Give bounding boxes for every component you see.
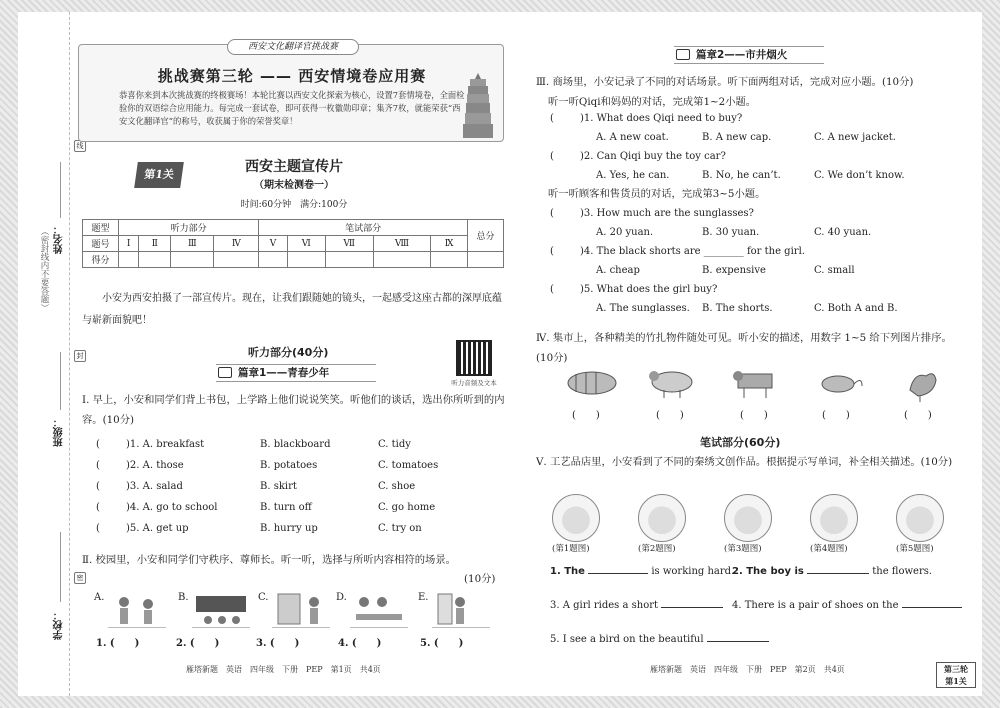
seal-mark-seal: 封 — [74, 350, 86, 362]
score-table — [82, 219, 504, 268]
paper-meta: 时间:60分钟 满分:100分 — [240, 200, 348, 210]
score-cell — [431, 252, 468, 268]
score-table-row-type — [83, 220, 504, 236]
name-line — [60, 162, 61, 218]
camera-icon — [218, 367, 232, 378]
q4-answer-4[interactable]: ( ) — [822, 410, 850, 421]
cell-numeral: Ⅸ — [431, 236, 468, 252]
q4-answer-1[interactable]: ( ) — [572, 410, 600, 421]
seal-mark-line: 线 — [74, 140, 86, 152]
left-page — [78, 38, 510, 688]
score-cell — [139, 252, 171, 268]
scene-c: C. — [272, 592, 330, 628]
score-cell — [214, 252, 259, 268]
q5-image-3 — [724, 494, 772, 542]
cell-numeral: Ⅶ — [325, 236, 373, 252]
paper-subtitle: （期末检测卷一） — [254, 180, 334, 191]
q5-image-4 — [810, 494, 858, 542]
cell-listening: 听力部分 — [119, 220, 259, 236]
chapter-2-title: 篇章2——市井烟火 — [696, 49, 788, 61]
q1-item: ( )2. A. those B. potatoes C. tomatoes — [96, 460, 439, 471]
cell-numeral: Ⅰ — [119, 236, 139, 252]
blank-input[interactable] — [807, 573, 869, 574]
q4-answer-3[interactable]: ( ) — [740, 410, 768, 421]
q3-options: A. cheap B. expensive C. small — [596, 265, 855, 276]
score-table-row-number — [83, 236, 504, 252]
footer-right: 雁塔新题 英语 四年级 下册 PEP 第2页 共4页 — [650, 665, 845, 674]
q2-answer-5[interactable]: 5. ( ) — [420, 638, 464, 649]
score-cell — [259, 252, 287, 268]
q5-image-5 — [896, 494, 944, 542]
scene-b: B. — [192, 592, 250, 628]
scene-d-image — [350, 592, 408, 628]
q2-answer-4[interactable]: 4. ( ) — [338, 638, 382, 649]
q5-caption-1: (第1题图) — [552, 544, 590, 554]
q5-sentence-2: 2. The boy is the flowers. — [732, 566, 933, 577]
class-label: 班级： — [54, 417, 65, 447]
scene-c-image — [272, 592, 330, 628]
banner-text: 恭喜你来到本次挑战赛的终极赛场！本轮比赛以西安文化探索为核心，设置7套情境卷，全面检验你的双语综合应用能力。每完成一套试卷，即可获得一枚徽勋印章；集齐7枚，就能荣获“西安文化翻译官”的称号，收获属于你的荣誉奖章！ — [119, 90, 465, 126]
chapter-1-title: 篇章1——青春少年 — [238, 367, 330, 379]
cell-writing: 笔试部分 — [259, 220, 468, 236]
class-line — [60, 352, 61, 410]
banner-title: 挑战赛第三轮 —— 西安情境卷应用赛 — [157, 67, 427, 85]
cow-lantern-image — [730, 368, 780, 398]
q5-sentence-4: 4. There is a pair of shoes on the — [732, 598, 962, 614]
blank-input[interactable] — [707, 641, 769, 642]
q3-options: A. A new coat. B. A new cap. C. A new jacket. — [596, 132, 896, 143]
q5-image-1 — [552, 494, 600, 542]
pig-lantern-image — [562, 368, 620, 398]
q5-title: Ⅴ. 工艺品店里，小安看到了不同的秦绣文创作品。根据提示写单词，补全相关描述。(10分) — [536, 456, 953, 468]
q3-question: ( )2. Can Qiqi buy the toy car? — [550, 151, 726, 162]
sheep-lantern-image — [646, 368, 696, 398]
cell-numeral: Ⅷ — [373, 236, 431, 252]
chapter-2-heading — [674, 46, 824, 64]
q3-question: ( )1. What does Qiqi need to buy? — [550, 113, 743, 124]
score-cell — [373, 252, 431, 268]
q2-answer-2[interactable]: 2. ( ) — [176, 638, 220, 649]
chapter-1-heading — [216, 364, 376, 382]
qr-code[interactable] — [456, 340, 492, 376]
score-cell — [119, 252, 139, 268]
scene-e: E. — [432, 592, 490, 628]
q1-item: ( )3. A. salad B. skirt C. shoe — [96, 481, 416, 492]
cell-type-label: 题型 — [83, 220, 119, 236]
right-page — [532, 38, 964, 688]
q5-sentence-3: 3. A girl rides a short — [550, 598, 723, 614]
cell-score-label: 得分 — [83, 252, 119, 268]
listening-header: 听力部分(40分) — [248, 346, 329, 359]
school-label: 学校： — [54, 610, 65, 640]
paper-title: 西安主题宣传片 — [245, 159, 343, 175]
pagoda-illustration — [459, 71, 497, 141]
q2-answer-3[interactable]: 3. ( ) — [256, 638, 300, 649]
score-cell — [468, 252, 504, 268]
cell-total: 总分 — [468, 220, 504, 252]
q3-sub2: 听一听顾客和售货员的对话，完成第3~5小题。 — [548, 188, 766, 200]
rooster-lantern-image — [904, 366, 940, 402]
q3-question: ( )4. The black shorts are ________ for the girl. — [550, 246, 805, 257]
q3-question: ( )5. What does the girl buy? — [550, 284, 718, 295]
q3-options: A. 20 yuan. B. 30 yuan. C. 40 yuan. — [596, 227, 872, 238]
banner-tag: 西安文化翻译官挑战赛 — [227, 39, 359, 55]
round-level-badge: 第三轮 第1关 — [936, 662, 976, 688]
q2-answer-1[interactable]: 1. ( ) — [96, 638, 140, 649]
q3-question: ( )3. How much are the sunglasses? — [550, 208, 754, 219]
q5-sentence-1: 1. The is working hard. — [550, 566, 735, 577]
blank-input[interactable] — [661, 607, 723, 608]
name-label: 姓名： — [54, 224, 65, 254]
cell-numeral: Ⅵ — [287, 236, 325, 252]
q3-options: A. The sunglasses. B. The shorts. C. Both A and B. — [596, 303, 898, 314]
cell-numeral: Ⅲ — [171, 236, 214, 252]
level-badge: 第1关 — [134, 162, 184, 188]
writing-header: 笔试部分(60分) — [700, 436, 781, 449]
challenge-banner — [78, 44, 504, 142]
qr-label: 听力音频及文本 — [451, 379, 497, 387]
score-cell — [171, 252, 214, 268]
q3-options: A. Yes, he can. B. No, he can’t. C. We don’t know. — [596, 170, 905, 181]
q1-item: ( )1. A. breakfast B. blackboard C. tidy — [96, 439, 411, 450]
q4-title: Ⅳ. 集市上，各种精美的竹扎物件随处可见。听小安的描述，用数字 1~5 给下列图片排序。(10分) — [536, 332, 952, 364]
q1-item: ( )4. A. go to school B. turn off C. go home — [96, 502, 436, 513]
scene-b-image — [192, 592, 250, 628]
q4-answer-2[interactable]: ( ) — [656, 410, 684, 421]
scene-a-image — [108, 592, 166, 628]
q5-image-2 — [638, 494, 686, 542]
school-line — [60, 532, 61, 602]
scene-e-image — [432, 592, 472, 628]
q3-sub1: 听一听Qiqi和妈妈的对话，完成第1~2小题。 — [548, 96, 757, 108]
footer-left: 雁塔新题 英语 四年级 下册 PEP 第1页 共4页 — [186, 665, 381, 674]
q1-item: ( )5. A. get up B. hurry up C. try on — [96, 523, 422, 534]
score-cell — [325, 252, 373, 268]
q3-title: Ⅲ. 商场里，小安记录了不同的对话场景。听下面两组对话，完成对应小题。(10分) — [536, 76, 914, 88]
q5-caption-2: (第2题图) — [638, 544, 676, 554]
q4-answer-5[interactable]: ( ) — [904, 410, 932, 421]
blank-input[interactable] — [588, 573, 648, 574]
camera-icon — [676, 49, 690, 60]
q5-caption-5: (第5题图) — [896, 544, 934, 554]
seal-line-note: （密封线内不要答题） — [39, 227, 49, 312]
score-cell — [287, 252, 325, 268]
cell-numeral: Ⅳ — [214, 236, 259, 252]
q5-sentence-5: 5. I see a bird on the beautiful — [550, 632, 769, 648]
score-table-row-score — [83, 252, 504, 268]
q2-score: (10分) — [464, 573, 496, 585]
scene-d: D. — [350, 592, 408, 628]
q2-title: Ⅱ. 校园里，小安和同学们守秩序、尊师长。听一听，选择与所听内容相符的场景。 — [82, 554, 456, 566]
q1-title: Ⅰ. 早上，小安和同学们背上书包，上学路上他们说说笑笑。听他们的谈话，选出你所听到的内容。(10分) — [82, 394, 505, 426]
cell-numeral: Ⅴ — [259, 236, 287, 252]
blank-input[interactable] — [902, 607, 962, 608]
q5-caption-4: (第4题图) — [810, 544, 848, 554]
binding-margin — [18, 12, 84, 696]
cell-numeral: Ⅱ — [139, 236, 171, 252]
scene-a: A. — [108, 592, 166, 628]
q5-caption-3: (第3题图) — [724, 544, 762, 554]
mouse-lantern-image — [814, 372, 864, 396]
seal-mark-secret: 密 — [74, 572, 86, 584]
cell-number-label: 题号 — [83, 236, 119, 252]
intro-paragraph: 小安为西安拍摄了一部宣传片。现在，让我们跟随她的镜头，一起感受这座古都的深厚底蕴与崭新面貌吧！ — [82, 293, 502, 326]
